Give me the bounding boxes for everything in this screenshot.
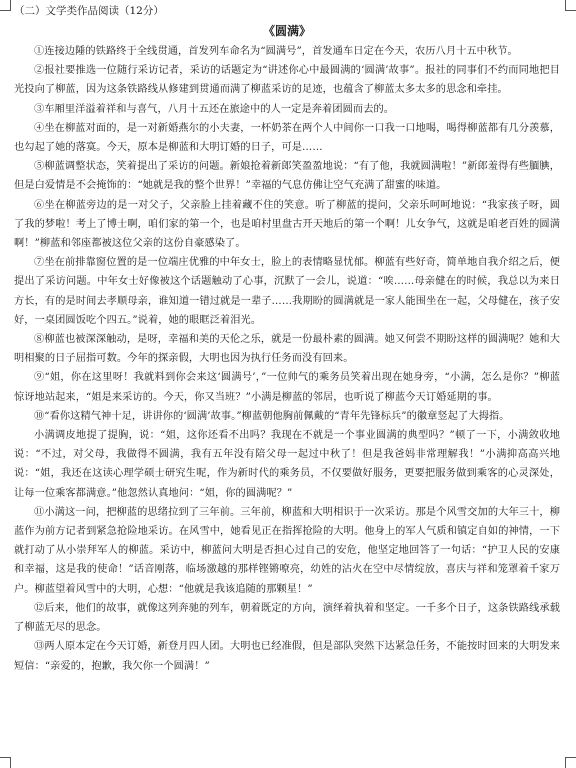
paragraph: ⑬两人原本定在今天订婚，新登月四人团。大明也已经准假，但是部队突然下达紧急任务，不能按时回来的大明发来短信：“亲爱的，抱歉，我欠你一个圆满！”: [14, 641, 560, 672]
paragraph: ⑨“姐，你在这里呀！我就料到你会来这‘圆满号’，”一位帅气的乘务员笑着出现在她身旁，“小满，怎么是你？”柳蓝惊讶地站起来，“姐是来采访的。今天，你又当班？”小满是柳蓝的邻居，也听说了柳蓝今天订婚延期的事。: [14, 372, 560, 403]
page-corner-mark: [565, 757, 576, 768]
page-corner-mark: [0, 757, 11, 768]
paragraph: ⑩“看你这精气神十足，讲讲你的‘圆满’故事。”柳蓝朝他胸前佩戴的“青年先锋标兵”的徽章竖起了大拇指。: [34, 410, 510, 422]
article-body: [14, 42, 560, 676]
paragraph: ②报社要推选一位随行采访记者，采访的话题定为“讲述你心中最圆满的‘圆满’故事”。报社的同事们不约而同地把目光投向了柳蓝，因为这条铁路线从修建到贯通而满了柳蓝采访的足迹，也蕴含了柳蓝太多太多的思念和牵挂。: [14, 65, 560, 96]
paragraph: ⑤柳蓝调整状态，笑着提出了采访的问题。新娘抢着新郎笑盈盈地说：“有了他，我就圆满啦！”新郎羞得有些腼腆，但是白爱情是不会掩饰的：“她就是我的整个世界！”幸福的气息仿佛让空气充满了甜蜜的味道。: [14, 161, 560, 192]
paragraph: ⑧柳蓝也被深深触动，是呀，幸福和美的天伦之乐，就是一份最朴素的圆满。她又何尝不期盼这样的圆满呢？她和大明相聚的日子屈指可数。今年的探亲假，大明也因为执行任务而没有回来。: [14, 334, 560, 365]
page-corner-mark: [565, 0, 576, 11]
paragraph: ④坐在柳蓝对面的，是一对新婚燕尔的小夫妻，一杯奶茶在两个人中间你一口我一口地喝，喝得柳蓝都有几分羡慕，也勾起了她的落寞。今天，原本是柳蓝和大明订婚的日子，可是……: [14, 122, 560, 154]
section-heading: （二）文学类作品阅读（12分）: [14, 5, 164, 17]
paragraph: ⑥坐在柳蓝旁边的是一对父子，父亲脸上挂着藏不住的笑意。听了柳蓝的提问，父亲乐呵呵地说：“我家孩子呀，圆了我的梦啦！考上了博士啊，咱们家的第一个，也是咱村里盘古开天地后的第一个啊！儿女争气，这就是咱老百姓的圆满啊！”柳蓝和邻座都被这位父亲的这份自豪感染了。: [14, 199, 560, 250]
document-page: [14, 4, 560, 676]
article-title: 《圆满》: [262, 24, 311, 38]
paragraph: ①连接边陲的铁路终于全线贯通，首发列车命名为“圆满号”，首发通车日定在今天，农历八月十五中秋节。: [34, 46, 518, 57]
paragraph: ⑫后来，他们的故事，就像这列奔驰的列车，朝着既定的方向，演绎着执着和坚定。一千多个日子，这条铁路线承载了柳蓝无尽的思念。: [14, 602, 560, 634]
paragraph: ⑪小满这一问，把柳蓝的思绪拉到了三年前。三年前，柳蓝和大明相识于一次采访。那是个风雪交加的大年三十，柳蓝作为前方记者到紧急抢险地采访。在风雪中，她看见正在指挥抢险的大明。他身上的军人气质和镇定自如的神情，一下就打动了从小崇拜军人的柳蓝。采访中，柳蓝问大明是否担心过自己的安危，他坚定地回答了一句话：“护卫人民的安康和幸福，这是我的使命！”话音刚落，临场激越的那样铿锵嘹亮，幼姓的沾火在空中尽情绽放，喜庆与祥和笼罩着千家万户。柳蓝望着风雪中的大明，心想：“他就是我该追随的那颗星！”: [14, 506, 560, 595]
paragraph: ⑦坐在前排靠窗位置的是一位端庄优雅的中年女士，脸上的表情略显忧郁。柳蓝有些好奇，简单地自我介绍之后，便提出了采访问题。中年女士好像被这个话题触动了心事，沉默了一会儿，说道：“唉……母亲健在的时候，我总以为来日方长，有的是时间去孝顺母亲，谁知道一错过就是一辈子……我期盼的圆满就是一家人能围坐在一起，父母健在，孩子安好，一桌团圆饭吃个四五。”说着，她的眼眶泛着泪光。: [14, 257, 560, 326]
paragraph: ③车厢里洋溢着祥和与喜气，八月十五还在旅途中的人一定是奔着团圆而去的。: [34, 103, 395, 115]
page-corner-mark: [0, 0, 11, 11]
paragraph: 小满调皮地提了提胸，说：“姐，这你还看不出吗？我现在不就是一个事业圆满的典型吗？”顿了一下，小满敛收地说：“不过，对父母，我做得不圆满，我有五年没有陪父母一起过中秋了！但是我爸妈非常理解我！”小满抑高高兴地说：“姐，我还在这读心理学硕士研究生呢，作为新时代的乘务员，不仅要做好服务，更要把服务做到乘客的心灵深处，让每一位乘客都满意。”他忽然认真地问：“姐，你的圆满呢？”: [14, 430, 560, 499]
